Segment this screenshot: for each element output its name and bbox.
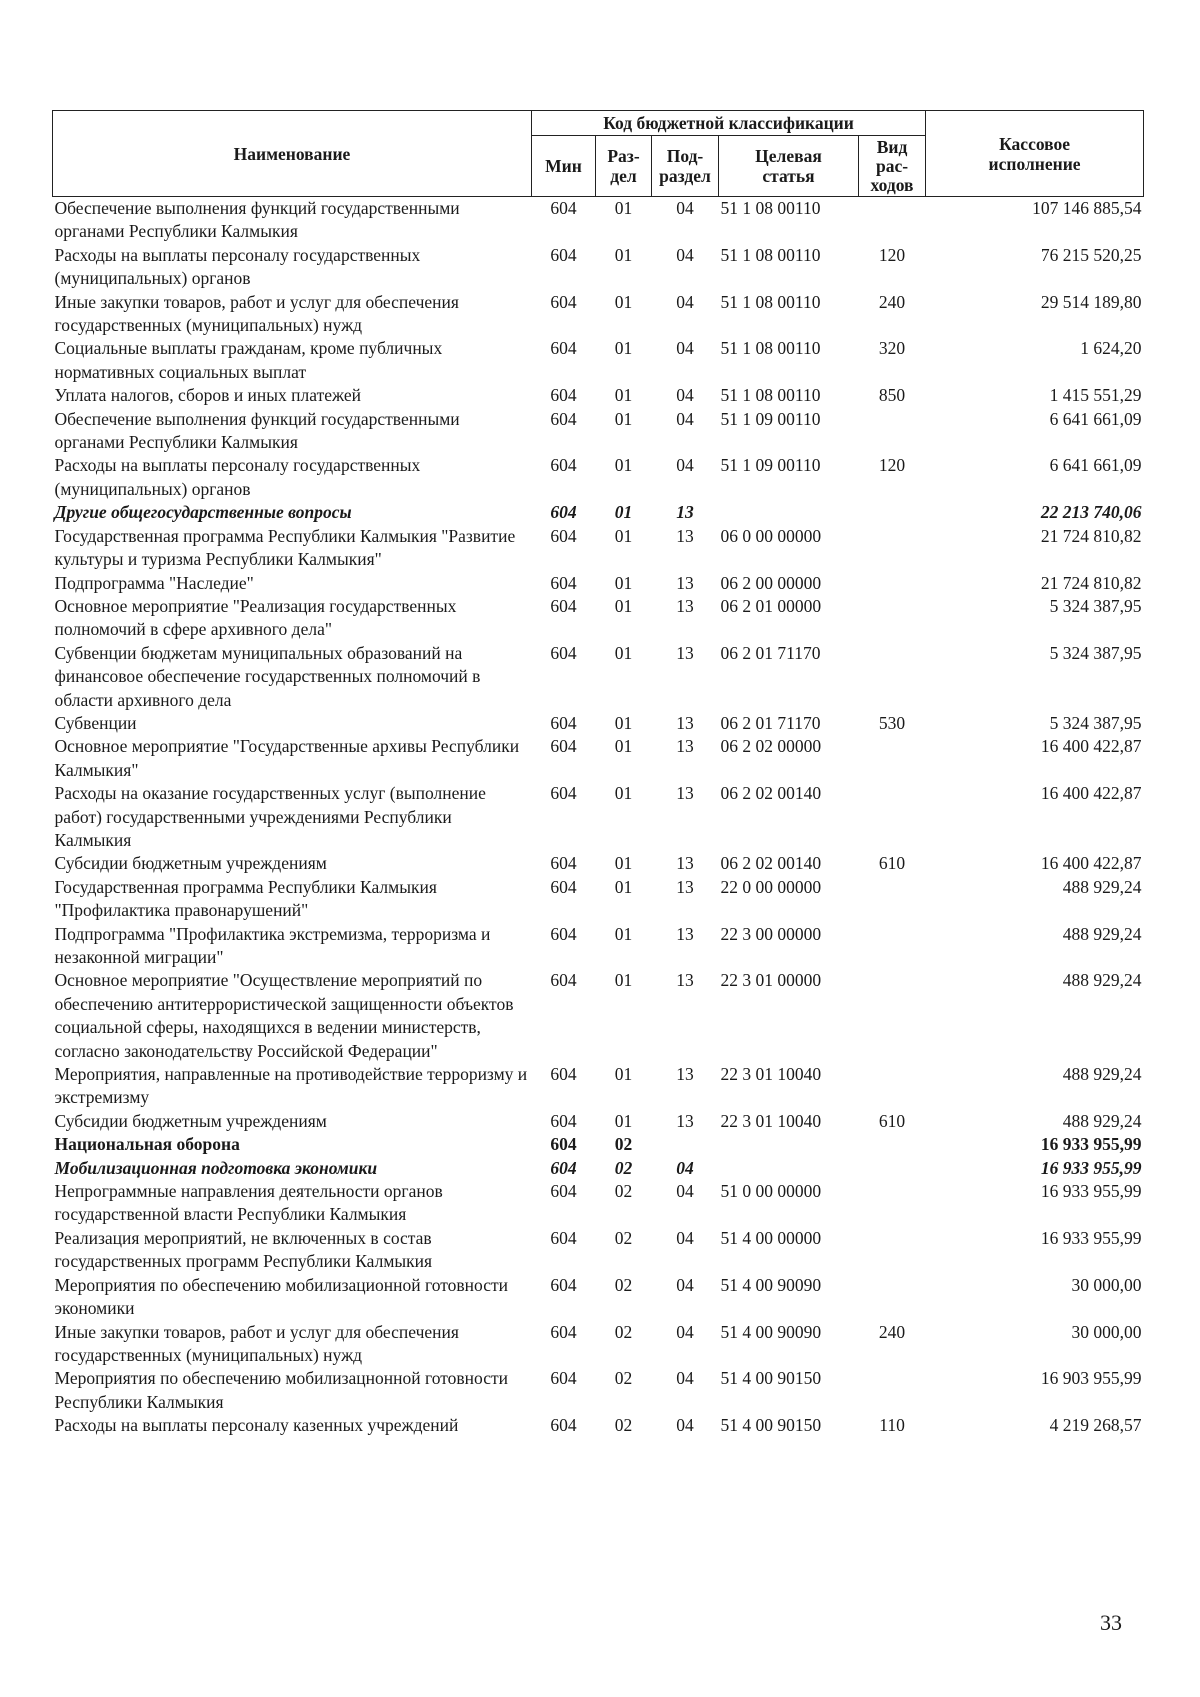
row-expense-type xyxy=(859,1274,926,1321)
row-subsection: 04 xyxy=(676,198,694,218)
row-section: 02 xyxy=(614,1415,633,1436)
row-subsection: 13 xyxy=(676,712,694,733)
row-target-article: 51 4 00 90090 xyxy=(720,1274,822,1295)
table-row xyxy=(53,197,1144,244)
row-min: 604 xyxy=(550,853,577,874)
table-row xyxy=(53,712,1144,735)
row-target-article: 51 1 08 00110 xyxy=(720,291,821,312)
row-subsection: 13 xyxy=(676,595,694,616)
row-subsection: 13 xyxy=(676,502,694,523)
header-code-group: Код бюджетной классификации xyxy=(532,111,926,136)
row-amount: 488 929,24 xyxy=(1062,1064,1142,1085)
row-min: 604 xyxy=(550,736,577,757)
row-min: 604 xyxy=(550,642,577,663)
row-amount: 16 400 422,87 xyxy=(1040,736,1142,757)
table-row xyxy=(53,1157,1144,1180)
row-name: Субсидии бюджетным учреждениям xyxy=(54,853,327,874)
row-expense-type xyxy=(859,782,926,852)
table-row xyxy=(53,876,1144,923)
table-header xyxy=(53,111,1144,197)
row-min: 604 xyxy=(550,525,577,546)
budget-table xyxy=(52,110,1144,1438)
row-name: Субвенции xyxy=(54,712,137,733)
row-target-article: 51 4 00 90090 xyxy=(720,1321,822,1342)
row-name: Расходы на оказание государственных услуг (выполнение работ) государственными учреждениями Республики Калмыкия xyxy=(54,783,486,850)
row-amount: 1 624,20 xyxy=(1080,338,1142,359)
row-name: Социальные выплаты гражданам, кроме публичных нормативных социальных выплат xyxy=(54,338,443,382)
row-min: 604 xyxy=(550,1157,577,1178)
table-row xyxy=(53,1180,1144,1227)
row-name: Мероприятия, направленные на противодействие терроризму и экстремизму xyxy=(54,1064,528,1108)
row-target-article: 06 2 02 00140 xyxy=(720,783,822,804)
row-min: 604 xyxy=(550,198,577,218)
row-section: 01 xyxy=(614,1064,633,1085)
row-section: 01 xyxy=(614,525,633,546)
row-amount: 5 324 387,95 xyxy=(1049,712,1142,733)
row-subsection: 04 xyxy=(676,244,694,265)
row-min: 604 xyxy=(550,712,577,733)
row-target-article: 51 1 09 00110 xyxy=(720,408,821,429)
row-section: 01 xyxy=(614,970,633,991)
row-min: 604 xyxy=(550,1134,577,1155)
row-expense-type xyxy=(859,525,926,572)
row-name: Иные закупки товаров, работ и услуг для обеспечения государственных (муниципальных) нужд xyxy=(54,1321,459,1365)
table-row xyxy=(53,595,1144,642)
row-expense-type: 240 xyxy=(878,1321,906,1342)
row-expense-type xyxy=(859,595,926,642)
row-target-article: 22 3 01 10040 xyxy=(720,1110,822,1131)
row-subsection: 13 xyxy=(676,783,694,804)
row-target-article: 51 1 08 00110 xyxy=(720,338,821,359)
row-name: Подпрограмма "Наследие" xyxy=(54,572,254,593)
row-section: 01 xyxy=(614,642,633,663)
header-article: Целевая статья xyxy=(719,136,859,197)
row-expense-type xyxy=(859,923,926,970)
table-row xyxy=(53,454,1144,501)
row-section: 02 xyxy=(614,1321,633,1342)
row-subsection: 13 xyxy=(676,970,694,991)
row-amount: 16 933 955,99 xyxy=(1040,1134,1142,1155)
row-amount: 4 219 268,57 xyxy=(1049,1415,1142,1436)
row-name: Государственная программа Республики Калмыкия "Профилактика правонарушений" xyxy=(54,876,437,921)
row-expense-type xyxy=(859,969,926,1063)
row-subsection: 04 xyxy=(676,385,694,406)
row-name: Государственная программа Республики Калмыкия "Развитие культуры и туризма Республики Калмыкия" xyxy=(54,525,516,570)
row-target-article: 06 2 01 00000 xyxy=(720,595,822,616)
table-row xyxy=(53,782,1144,852)
table-row xyxy=(53,969,1144,1063)
table-row xyxy=(53,525,1144,572)
row-expense-type xyxy=(859,408,926,455)
row-subsection: 13 xyxy=(676,876,694,897)
row-target-article xyxy=(719,501,859,524)
table-row xyxy=(53,923,1144,970)
row-target-article: 22 3 00 00000 xyxy=(720,923,822,944)
row-name: Уплата налогов, сборов и иных платежей xyxy=(54,385,361,406)
row-expense-type: 320 xyxy=(878,338,906,359)
row-target-article: 22 0 00 00000 xyxy=(720,876,822,897)
table-row xyxy=(53,1367,1144,1414)
row-target-article: 06 2 01 71170 xyxy=(720,642,821,663)
table-row xyxy=(53,291,1144,338)
row-target-article: 51 1 08 00110 xyxy=(720,244,821,265)
row-expense-type: 610 xyxy=(878,853,906,874)
row-amount: 6 641 661,09 xyxy=(1049,455,1142,476)
row-section: 01 xyxy=(614,291,633,312)
row-name: Мероприятия по обеспечению мобилизацнонной готовности Республики Калмыкия xyxy=(54,1368,508,1412)
row-expense-type xyxy=(859,642,926,712)
row-amount: 16 933 955,99 xyxy=(1040,1181,1142,1202)
row-amount: 21 724 810,82 xyxy=(1040,525,1142,546)
row-expense-type xyxy=(859,1063,926,1110)
row-min: 604 xyxy=(550,385,577,406)
table-row xyxy=(53,244,1144,291)
row-min: 604 xyxy=(550,1321,577,1342)
row-subsection: 04 xyxy=(676,338,694,359)
row-amount: 16 400 422,87 xyxy=(1040,853,1142,874)
row-amount: 107 146 885,54 xyxy=(1032,198,1142,218)
row-expense-type: 110 xyxy=(879,1415,905,1436)
row-amount: 16 400 422,87 xyxy=(1040,783,1142,804)
row-subsection: 13 xyxy=(676,642,694,663)
row-subsection: 13 xyxy=(676,1064,694,1085)
row-min: 604 xyxy=(550,408,577,429)
row-expense-type xyxy=(859,572,926,595)
row-amount: 6 641 661,09 xyxy=(1049,408,1142,429)
row-name: Обеспечение выполнения функций государственными органами Республики Калмыкия xyxy=(54,408,460,453)
row-min: 604 xyxy=(550,783,577,804)
row-min: 604 xyxy=(550,1227,577,1248)
row-expense-type: 610 xyxy=(878,1110,906,1131)
table-row xyxy=(53,1063,1144,1110)
row-amount: 30 000,00 xyxy=(1071,1321,1142,1342)
row-expense-type xyxy=(859,1227,926,1274)
table-body xyxy=(53,197,1144,1438)
row-name: Мобилизационная подготовка экономики xyxy=(54,1157,378,1178)
row-expense-type: 120 xyxy=(878,455,906,476)
row-name: Основное мероприятие "Осуществление мероприятий по обеспечению антитеррористической защищенности объектов социальной сферы, находящихся в ведении министерств, согласно законодательству Российской Федерации" xyxy=(54,970,514,1061)
row-min: 604 xyxy=(550,1064,577,1085)
row-section: 02 xyxy=(614,1227,633,1248)
row-amount: 16 933 955,99 xyxy=(1040,1157,1142,1178)
row-section: 01 xyxy=(614,244,633,265)
table-row xyxy=(53,852,1144,875)
row-min: 604 xyxy=(550,595,577,616)
row-name: Субсидии бюджетным учреждениям xyxy=(54,1110,327,1131)
table-row xyxy=(53,642,1144,712)
row-name: Расходы на выплаты персоналу государственных (муниципальных) органов xyxy=(54,244,421,289)
row-subsection: 04 xyxy=(676,1274,694,1295)
row-section: 01 xyxy=(614,455,633,476)
row-subsection: 13 xyxy=(676,853,694,874)
table-row xyxy=(53,572,1144,595)
row-section: 01 xyxy=(614,385,633,406)
row-subsection: 13 xyxy=(676,572,694,593)
row-section: 01 xyxy=(614,572,633,593)
header-expense-type: Вид рас- ходов xyxy=(859,136,926,197)
row-amount: 488 929,24 xyxy=(1062,923,1142,944)
table-row xyxy=(53,1110,1144,1133)
row-min: 604 xyxy=(550,1415,577,1436)
row-amount: 16 933 955,99 xyxy=(1040,1227,1142,1248)
row-expense-type xyxy=(859,1133,926,1156)
row-expense-type: 240 xyxy=(878,291,906,312)
row-name: Реализация мероприятий, не включенных в состав государственных программ Республики Калмыкия xyxy=(54,1227,433,1272)
row-min: 604 xyxy=(550,1274,577,1295)
row-amount: 1 415 551,29 xyxy=(1049,385,1142,406)
header-section: Раз- дел xyxy=(596,136,652,197)
row-name: Непрограммные направления деятельности органов государственной власти Республики Калмыкия xyxy=(54,1181,443,1225)
row-target-article: 51 4 00 90150 xyxy=(720,1415,822,1436)
header-min: Мин xyxy=(532,136,596,197)
row-target-article: 22 3 01 10040 xyxy=(720,1064,822,1085)
header-subsection: Под- раздел xyxy=(652,136,719,197)
row-section: 01 xyxy=(614,736,633,757)
row-name: Подпрограмма "Профилактика экстремизма, терроризма и незаконной миграции" xyxy=(54,923,491,967)
row-target-article: 06 0 00 00000 xyxy=(720,525,822,546)
row-amount: 488 929,24 xyxy=(1062,970,1142,991)
row-min: 604 xyxy=(550,291,577,312)
row-expense-type: 530 xyxy=(878,712,906,733)
row-subsection xyxy=(652,1133,719,1156)
row-target-article: 22 3 01 00000 xyxy=(720,970,822,991)
row-min: 604 xyxy=(550,572,577,593)
table-row xyxy=(53,1414,1144,1437)
row-expense-type xyxy=(859,197,926,244)
row-section: 01 xyxy=(614,783,633,804)
row-expense-type xyxy=(859,501,926,524)
row-subsection: 13 xyxy=(676,923,694,944)
row-subsection: 04 xyxy=(676,1227,694,1248)
row-target-article: 06 2 00 00000 xyxy=(720,572,822,593)
row-subsection: 13 xyxy=(676,525,694,546)
row-min: 604 xyxy=(550,244,577,265)
row-min: 604 xyxy=(550,876,577,897)
row-subsection: 04 xyxy=(676,1181,694,1202)
row-amount: 29 514 189,80 xyxy=(1040,291,1142,312)
row-name: Национальная оборона xyxy=(54,1134,240,1155)
row-min: 604 xyxy=(550,970,577,991)
row-section: 02 xyxy=(614,1134,633,1155)
row-section: 01 xyxy=(614,876,633,897)
row-min: 604 xyxy=(550,455,577,476)
row-min: 604 xyxy=(550,338,577,359)
table-row xyxy=(53,384,1144,407)
row-name: Основное мероприятие "Реализация государственных полномочий в сфере архивного дела" xyxy=(54,595,457,640)
row-target-article: 51 1 08 00110 xyxy=(720,198,821,218)
row-section: 01 xyxy=(614,923,633,944)
table-row xyxy=(53,1227,1144,1274)
row-subsection: 04 xyxy=(676,1368,694,1389)
row-target-article: 51 4 00 00000 xyxy=(720,1227,822,1248)
row-section: 02 xyxy=(614,1274,633,1295)
row-amount: 76 215 520,25 xyxy=(1040,244,1142,265)
table-row xyxy=(53,1274,1144,1321)
row-section: 01 xyxy=(614,338,633,359)
row-name: Основное мероприятие "Государственные архивы Республики Калмыкия" xyxy=(54,736,520,780)
row-min: 604 xyxy=(550,1110,577,1131)
row-target-article xyxy=(719,1157,859,1180)
row-subsection: 04 xyxy=(676,1321,694,1342)
row-name: Субвенции бюджетам муниципальных образований на финансовое обеспечение государственных полномочий в области архивного дела xyxy=(54,642,481,710)
row-min: 604 xyxy=(550,1368,577,1389)
row-name: Расходы на выплаты персоналу государственных (муниципальных) органов xyxy=(54,455,421,499)
row-expense-type xyxy=(859,735,926,782)
table-row xyxy=(53,408,1144,455)
row-min: 604 xyxy=(550,502,577,523)
row-min: 604 xyxy=(550,1181,577,1202)
row-subsection: 13 xyxy=(676,736,694,757)
row-target-article: 06 2 02 00140 xyxy=(720,853,822,874)
row-subsection: 04 xyxy=(676,1415,694,1436)
row-section: 01 xyxy=(614,1110,633,1131)
row-section: 02 xyxy=(614,1368,633,1389)
page-number: 33 xyxy=(1100,1610,1122,1635)
row-name: Расходы на выплаты персоналу казенных учреждений xyxy=(54,1415,459,1436)
row-target-article: 06 2 01 71170 xyxy=(720,712,821,733)
row-expense-type xyxy=(859,876,926,923)
row-target-article: 51 1 08 00110 xyxy=(720,385,821,406)
table-row xyxy=(53,501,1144,524)
row-section: 02 xyxy=(614,1181,633,1202)
row-section: 01 xyxy=(614,853,633,874)
row-subsection: 13 xyxy=(676,1110,694,1131)
row-name: Обеспечение выполнения функций государственными органами Республики Калмыкия xyxy=(54,198,460,242)
row-name: Другие общегосударственные вопросы xyxy=(54,502,352,523)
header-amount: Кассовое исполнение xyxy=(926,111,1144,197)
row-amount: 488 929,24 xyxy=(1062,876,1142,897)
row-target-article: 51 1 09 00110 xyxy=(720,455,821,476)
row-target-article: 51 4 00 90150 xyxy=(720,1368,822,1389)
row-expense-type xyxy=(859,1367,926,1414)
row-target-article xyxy=(719,1133,859,1156)
row-section: 01 xyxy=(614,502,633,523)
row-subsection: 04 xyxy=(676,1157,694,1178)
table-row xyxy=(53,337,1144,384)
row-min: 604 xyxy=(550,923,577,944)
row-subsection: 04 xyxy=(676,291,694,312)
row-expense-type: 120 xyxy=(878,244,906,265)
row-amount: 5 324 387,95 xyxy=(1049,595,1142,616)
row-subsection: 04 xyxy=(676,408,694,429)
row-section: 01 xyxy=(614,198,633,218)
row-section: 02 xyxy=(614,1157,633,1178)
table-row xyxy=(53,735,1144,782)
row-amount: 21 724 810,82 xyxy=(1040,572,1142,593)
row-expense-type xyxy=(859,1157,926,1180)
row-amount: 5 324 387,95 xyxy=(1049,642,1142,663)
row-section: 01 xyxy=(614,595,633,616)
row-name: Мероприятия по обеспечению мобилизационной готовности экономики xyxy=(54,1274,508,1319)
row-name: Иные закупки товаров, работ и услуг для обеспечения государственных (муниципальных) нужд xyxy=(54,291,459,336)
row-section: 01 xyxy=(614,408,633,429)
row-amount: 30 000,00 xyxy=(1071,1274,1142,1295)
row-section: 01 xyxy=(614,712,633,733)
row-target-article: 06 2 02 00000 xyxy=(720,736,822,757)
row-amount: 22 213 740,06 xyxy=(1040,502,1142,523)
row-subsection: 04 xyxy=(676,455,694,476)
row-expense-type xyxy=(859,1180,926,1227)
header-name: Наименование xyxy=(53,111,532,197)
table-row xyxy=(53,1321,1144,1368)
row-amount: 16 903 955,99 xyxy=(1040,1368,1142,1389)
row-target-article: 51 0 00 00000 xyxy=(720,1181,822,1202)
row-amount: 488 929,24 xyxy=(1062,1110,1142,1131)
row-expense-type: 850 xyxy=(878,385,906,406)
table-row xyxy=(53,1133,1144,1156)
